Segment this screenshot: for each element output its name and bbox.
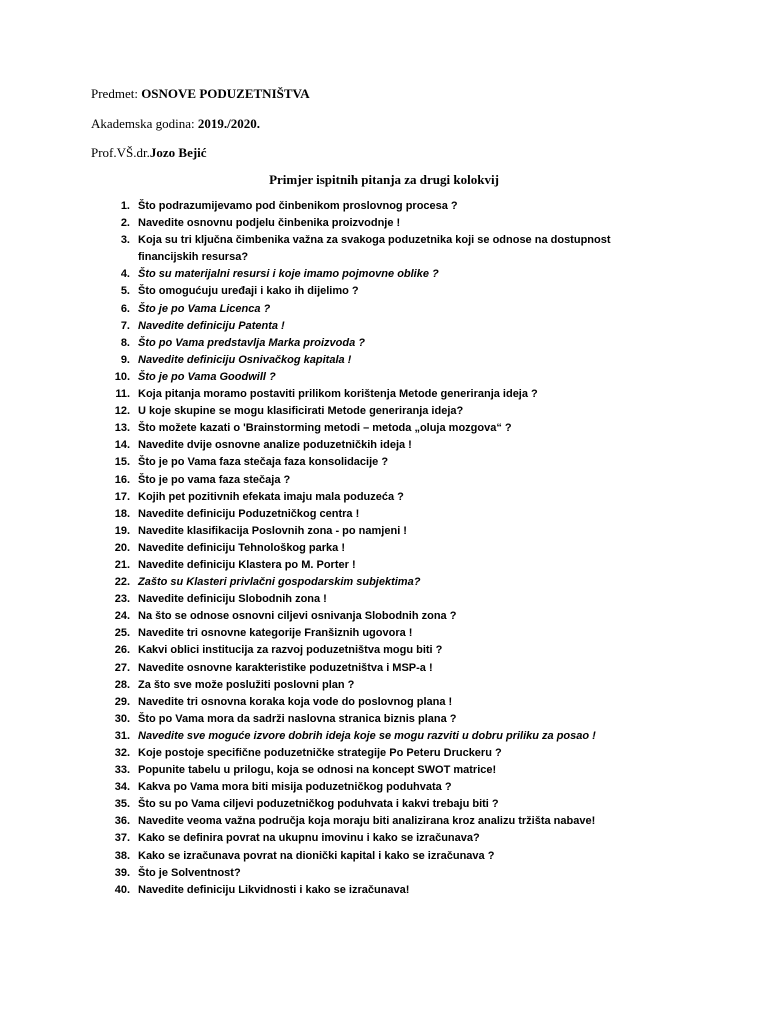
question-item [0, 574, 768, 591]
question-text: Navedite definiciju Osnivačkog kapitala ! [138, 353, 352, 366]
subject-label: Predmet: [91, 86, 142, 101]
question-number: 15. [114, 456, 130, 469]
question-text: Navedite definiciju Tehnološkog parka ! [138, 541, 346, 554]
question-text: Koja su tri ključna čimbenika važna za svakoga poduzetnika koji se odnose na dostupnost financijskih resursa? [138, 234, 611, 264]
question-number: 29. [114, 695, 130, 708]
question-item [0, 642, 768, 659]
subject-value: OSNOVE PODUZETNIŠTVA [141, 86, 310, 101]
question-item [0, 745, 768, 762]
question-number: 33. [114, 764, 130, 777]
question-item [0, 403, 768, 420]
professor-line [91, 145, 207, 161]
question-number: 39. [114, 866, 130, 879]
question-number: 3. [120, 234, 130, 247]
subject-line [91, 86, 310, 102]
academic-year-line [91, 116, 260, 132]
question-item [0, 198, 768, 215]
question-number: 32. [114, 747, 130, 759]
question-item [0, 830, 768, 847]
question-item [0, 625, 768, 642]
question-number: 12. [114, 405, 130, 418]
question-number: 36. [114, 815, 130, 828]
question-item [0, 283, 768, 300]
question-item [0, 437, 768, 454]
question-item [0, 779, 768, 796]
question-number: 25. [114, 627, 130, 640]
professor-label: Prof.VŠ.dr. [91, 145, 150, 160]
question-text: Kojih pet pozitivnih efekata imaju mala poduzeća ? [138, 490, 404, 503]
question-text: Što omogućuju uređaji i kako ih dijelimo ? [138, 285, 359, 298]
question-number: 7. [120, 319, 130, 332]
question-item [0, 762, 768, 779]
question-number: 40. [114, 883, 130, 896]
question-number: 5. [120, 285, 130, 298]
question-item [0, 813, 768, 830]
question-item [0, 215, 768, 232]
question-text: Navedite osnovne karakteristike poduzetništva i MSP-a ! [138, 661, 433, 674]
question-text: Navedite veoma važna područja koja moraju biti analizirana kroz analizu tržišta nabave! [138, 815, 596, 828]
question-number: 28. [114, 678, 130, 691]
question-number: 6. [120, 302, 130, 315]
question-text: Što je po Vama Licenca ? [138, 302, 271, 315]
question-text: Kako se definira povrat na ukupnu imovinu i kako se izračunava? [138, 832, 480, 845]
question-item [0, 386, 768, 403]
question-item [0, 608, 768, 625]
question-text: Što je Solventnost? [138, 866, 241, 879]
question-number: 35. [114, 798, 130, 811]
question-text: Za što sve može poslužiti poslovni plan ? [138, 678, 355, 691]
question-number: 37. [114, 832, 130, 845]
question-number: 38. [114, 849, 130, 862]
question-item [0, 660, 768, 677]
question-item [0, 848, 768, 865]
question-list [0, 198, 768, 899]
question-number: 13. [114, 422, 130, 435]
question-number: 23. [114, 593, 130, 606]
academic-year-value: 2019./2020. [197, 116, 260, 131]
question-text: Navedite definiciju Poduzetničkog centra ! [138, 507, 360, 520]
question-number: 16. [114, 473, 130, 486]
question-item [0, 266, 768, 283]
professor-name: Jozo Bejić [149, 145, 207, 160]
question-text: Navedite tri osnovna koraka koja vode do poslovnog plana ! [138, 695, 453, 708]
question-number: 24. [114, 610, 130, 623]
question-item [0, 677, 768, 694]
question-text: Navedite definiciju Slobodnih zona ! [138, 593, 327, 606]
question-text: Navedite definiciju Klastera po M. Porter ! [138, 558, 356, 571]
question-text: Zašto su Klasteri privlačni gospodarskim subjektima? [138, 576, 421, 589]
question-item [0, 728, 768, 745]
question-item [0, 369, 768, 386]
question-item [0, 540, 768, 557]
question-item [0, 711, 768, 728]
question-number: 31. [114, 729, 130, 742]
question-text: Navedite osnovnu podjelu činbenika proizvodnje ! [138, 217, 401, 230]
question-number: 17. [114, 490, 130, 503]
question-item [0, 232, 768, 266]
question-item [0, 796, 768, 813]
question-number: 18. [114, 507, 130, 520]
question-number: 4. [120, 268, 130, 281]
question-item [0, 335, 768, 352]
question-text: Koje postoje specifične poduzetničke strategije Po Peteru Druckeru ? [138, 747, 502, 759]
question-number: 1. [120, 200, 130, 212]
document-title: Primjer ispitnih pitanja za drugi kolokvij [269, 172, 499, 187]
question-text: Navedite klasifikacija Poslovnih zona - po namjeni ! [138, 524, 407, 537]
question-number: 26. [114, 644, 130, 657]
question-number: 9. [120, 353, 130, 366]
question-number: 20. [114, 541, 130, 554]
question-number: 11. [115, 388, 130, 401]
question-item [0, 318, 768, 335]
question-item [0, 489, 768, 506]
question-number: 19. [114, 524, 130, 537]
question-text: Navedite definiciju Patenta ! [138, 319, 285, 332]
question-item [0, 472, 768, 489]
question-item [0, 301, 768, 318]
question-text: Navedite definiciju Likvidnosti i kako se izračunava! [138, 883, 410, 896]
question-item [0, 352, 768, 369]
question-text: Što po Vama mora da sadrži naslovna stranica biznis plana ? [138, 712, 457, 725]
question-text: Popunite tabelu u prilogu, koja se odnosi na koncept SWOT matrice! [138, 764, 497, 777]
question-text: Što po Vama predstavlja Marka proizvoda ? [138, 336, 365, 349]
question-item [0, 506, 768, 523]
question-number: 27. [114, 661, 130, 674]
question-text: U koje skupine se mogu klasificirati Metode generiranja ideja? [138, 405, 464, 418]
question-number: 10. [114, 370, 130, 383]
question-number: 21. [114, 558, 130, 571]
question-item [0, 420, 768, 437]
question-item [0, 523, 768, 540]
question-text: Navedite dvije osnovne analize poduzetničkih ideja ! [138, 439, 412, 452]
question-item [0, 882, 768, 899]
question-text: Što je po Vama faza stečaja faza konsolidacije ? [138, 456, 389, 469]
question-text: Kakva po Vama mora biti misija poduzetničkog poduhvata ? [138, 781, 452, 794]
question-text: Što je po vama faza stečaja ? [138, 473, 291, 486]
question-item [0, 591, 768, 608]
question-text: Što možete kazati o 'Brainstorming metodi – metoda „oluja mozgova“ ? [138, 422, 512, 435]
question-item [0, 865, 768, 882]
question-number: 2. [120, 217, 130, 230]
question-text: Što je po Vama Goodwill ? [138, 370, 276, 383]
question-number: 30. [114, 712, 130, 725]
academic-year-label: Akademska godina: [91, 116, 198, 131]
question-text: Što su po Vama ciljevi poduzetničkog poduhvata i kakvi trebaju biti ? [138, 798, 499, 811]
question-number: 14. [114, 439, 130, 452]
question-text: Navedite tri osnovne kategorije Franšiznih ugovora ! [138, 627, 413, 640]
question-text: Koja pitanja moramo postaviti prilikom korištenja Metode generiranja ideja ? [138, 388, 538, 401]
question-item [0, 454, 768, 471]
question-number: 8. [120, 336, 130, 349]
question-text: Što podrazumijevamo pod činbenikom proslovnog procesa ? [138, 200, 458, 212]
question-number: 34. [114, 781, 130, 794]
question-text: Na što se odnose osnovni ciljevi osnivanja Slobodnih zona ? [138, 610, 457, 623]
question-item [0, 694, 768, 711]
question-item [0, 557, 768, 574]
question-number: 22. [114, 576, 130, 589]
question-text: Kakvi oblici institucija za razvoj poduzetništva mogu biti ? [138, 644, 443, 657]
question-text: Navedite sve moguće izvore dobrih ideja koje se mogu razviti u dobru priliku za posao ! [138, 729, 596, 742]
question-text: Kako se izračunava povrat na dionički kapital i kako se izračunava ? [138, 849, 495, 862]
question-text: Što su materijalni resursi i koje imamo pojmovne oblike ? [138, 268, 439, 281]
